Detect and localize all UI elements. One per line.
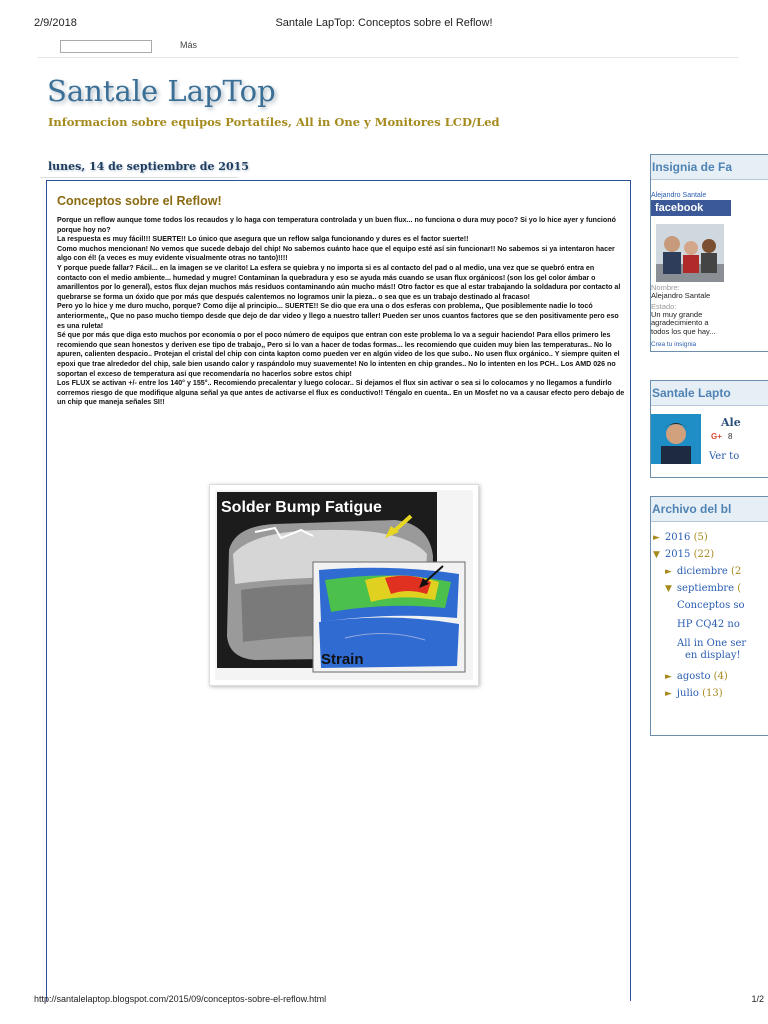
archive-list <box>651 532 768 699</box>
archive-post-link[interactable]: HP CQ42 no <box>677 619 740 630</box>
expand-arrow-icon[interactable]: ► <box>665 672 672 682</box>
badge-name-label: Nombre: <box>651 283 680 292</box>
view-full-profile-link[interactable]: Ver to <box>709 451 740 462</box>
archive-post-link[interactable]: Conceptos so <box>677 600 745 611</box>
post-container <box>46 180 631 1001</box>
profile-widget-title: Santale Lapto <box>651 381 768 406</box>
post-paragraph: La respuesta es muy fácil!!! SUERTE!! Lo único que asegura que un reflow salga funcionando y dures es el factor suerte!! <box>57 235 469 244</box>
archive-month-item[interactable]: ► agosto (4) <box>665 671 728 682</box>
print-header <box>0 17 768 31</box>
post-paragraph: Como muchos mencionan! No vemos que sucede debajo del chip! No sabemos cuánto hace que el equipo esté así sin funcionar!! No sabemos si ya intentaron hacer algo con él! (a veces es muy evidente visualmente otras no tanto)!!!! <box>57 244 615 263</box>
archive-month-item[interactable]: ► diciembre (2 <box>665 566 742 577</box>
archive-year-item[interactable]: ► 2016 (5) <box>653 532 708 543</box>
expand-arrow-icon[interactable]: ► <box>665 689 672 699</box>
google-plus-icon[interactable]: G+ <box>711 432 722 441</box>
print-footer <box>0 994 768 1008</box>
print-url: http://santalelaptop.blogspot.com/2015/09/conceptos-sobre-el-reflow.html <box>34 994 327 1004</box>
solder-bump-image[interactable] <box>209 484 479 686</box>
print-date: 2/9/2018 <box>34 17 77 29</box>
archive-widget <box>650 496 768 736</box>
collapse-arrow-icon[interactable]: ▼ <box>665 584 672 594</box>
badge-name-value: Alejandro Santale <box>651 291 711 300</box>
image-caption-bottom: Strain <box>321 651 364 668</box>
search-input[interactable] <box>60 40 152 53</box>
post-title[interactable]: Conceptos sobre el Reflow! <box>57 194 222 208</box>
badge-widget-title: Insignia de Fa <box>651 155 768 180</box>
print-page-number: 1/2 <box>751 994 764 1004</box>
post-paragraph: Pero yo lo hice y me duro mucho, porque? Como dije al principio... SUERTE!! Se dio que era una o dos esferas con problema,, Que posiblemente nadie lo tocó anteriormente,, Que no paso mucho tiempo desde que dejo de dar video y llego a nuestro taller! Pueden ser unos cuantos factores que se den positivamente pero eso es una ruleta! <box>57 302 619 330</box>
more-link[interactable]: Más <box>180 40 198 50</box>
expand-arrow-icon[interactable]: ► <box>665 567 672 577</box>
blog-title[interactable]: Santale LapTop <box>47 74 276 108</box>
date-header <box>40 157 249 178</box>
archive-post-link[interactable]: All in One ser <box>677 638 747 649</box>
badge-name-link[interactable]: Alejandro Santale <box>651 192 707 199</box>
profile-row <box>651 406 768 468</box>
image-caption-top: Solder Bump Fatigue <box>221 499 382 516</box>
profile-follower-count: 8 <box>728 432 733 441</box>
facebook-badge-widget <box>650 154 768 352</box>
post-date: lunes, 14 de septiembre de 2015 <box>48 160 249 173</box>
navbar-divider <box>38 57 738 58</box>
archive-widget-title: Archivo del bl <box>651 497 768 522</box>
print-page-title: Santale LapTop: Conceptos sobre el Reflow! <box>275 17 493 29</box>
post-paragraph: Los FLUX se activan +/- entre los 140° y 155°.. Recomiendo precalentar y luego colocar.. Si dejamos el flux sin activar o sea si lo colocamos y no llegamos a fundirlo corremos riesgo de que modifique alguna señal ya que antes de activarse el flux es conductivo!! Téngalo en cuenta.. En un Mosfet no va a causar efecto pero debajo de un chip que maneja señales SI!! <box>57 379 625 407</box>
badge-status-value: Un muy grande agradecimiento a todos los que hay... <box>651 309 716 336</box>
facebook-logo[interactable]: facebook <box>651 200 731 216</box>
post-paragraph: Y porque puede fallar? Fácil... en la imagen se ve clarito! La esfera se quiebra y no importa si es al contacto del pad o al medio, una vez que se quebró entra en contacto con el medio ambiente... humedad y mugre! Contaminan la quebradura y eso se ayuda más cuando se usan flux orgánicos! (son los gel color ámbar o amarillentos por lo general), estos flux dejan muchos más residuos contaminando aún mucho más!! Otro factor es que al estar trabajando la soldadura por contacto al quebrarse se forma un óxido que por más que después calentemos no logramos unir la pieza.. o sea que es un trabajo destinado al fracaso! <box>57 263 621 301</box>
expand-arrow-icon[interactable]: ► <box>653 533 660 543</box>
badge-status-label: Estado: <box>651 301 677 311</box>
collapse-arrow-icon[interactable]: ▼ <box>653 550 660 560</box>
profile-avatar[interactable] <box>651 414 701 464</box>
blog-description: Informacion sobre equipos Portatíles, All in One y Monitores LCD/Led <box>48 115 500 129</box>
post-paragraph: Sé que por más que diga esto muchos por economía o por el poco número de equipos que entran con este problema lo va a seguir haciendo! Para ellos primero les recomiendo que sean honestos y deriven ese tipo de trabajo,, Pero si lo van a hacer de todas formas... les recomiendo que cuiden muy bien las temperaturas.. No lo apuren, calienten despacio.. Protejan el cristal del chip con cinta kapton como pueden ver en algún video de los que subo.. No usen flux orgánico.. Y siempre quiten el epoxi que trae alrededor del chip, sale bien usando calor y raspándolo muy suavemente! No lo intenten en chip grandes.. No lo intenten en los PCH.. Los AMD 026 no soportan el exceso de temperatura así que recomendaría no hacerlos sobre estos chip! <box>57 331 620 378</box>
profile-name[interactable]: Ale <box>721 416 741 429</box>
post-body <box>57 216 625 408</box>
post-paragraph: Porque un reflow aunque tome todos los recaudos y lo haga con temperatura controlada y un buen flux... no funciona o dura muy poco? Si yo lo hice ayer y funcionó porque hoy no? <box>57 216 616 234</box>
archive-month-item[interactable]: ► julio (13) <box>665 688 723 699</box>
archive-year-item[interactable]: ▼ 2015 (22) <box>653 549 715 560</box>
archive-post-link-continued[interactable]: en display! <box>685 650 741 661</box>
archive-month-item[interactable]: ▼ septiembre ( <box>665 583 742 594</box>
create-badge-link[interactable]: Crea tu insignia <box>651 341 697 348</box>
badge-profile-photo[interactable] <box>656 224 724 282</box>
profile-widget <box>650 380 768 478</box>
